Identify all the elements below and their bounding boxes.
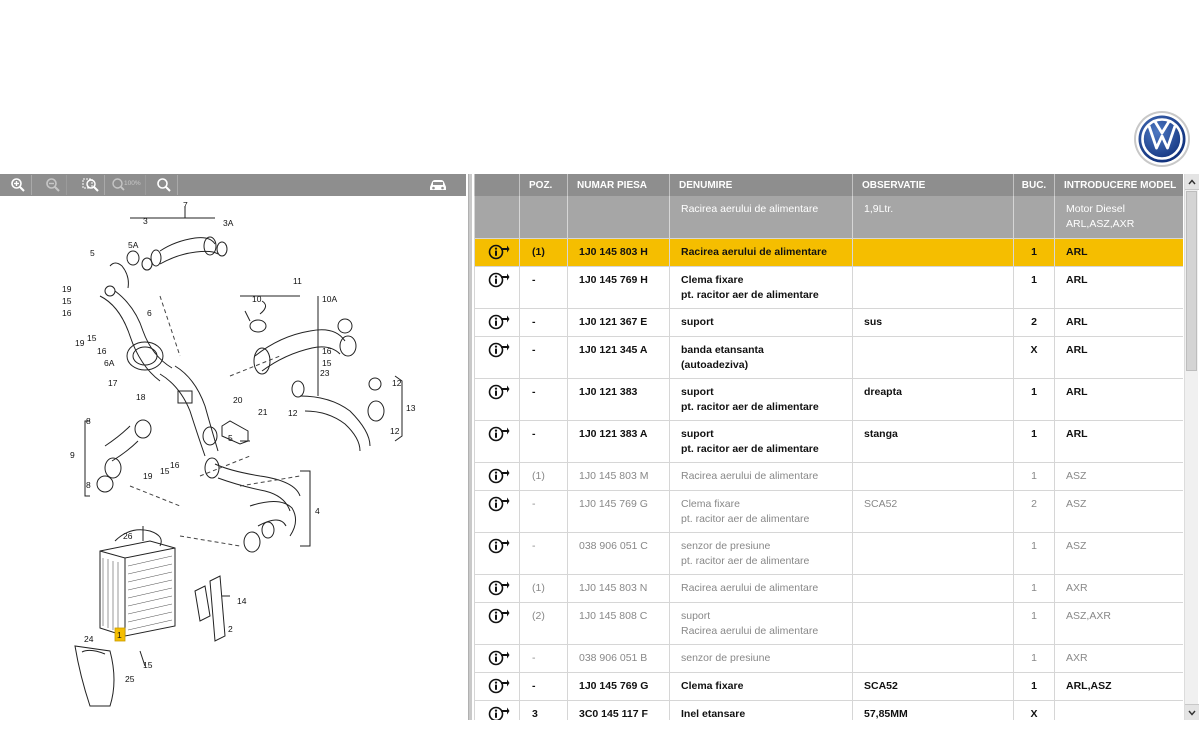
group-header-row: [475, 196, 1183, 238]
svg-text:7: 7: [183, 200, 188, 210]
zoom-out-button[interactable]: [39, 175, 67, 195]
table-row[interactable]: [475, 462, 1183, 490]
svg-text:1: 1: [117, 630, 122, 640]
cell-denumire: [670, 532, 853, 574]
svg-text:15: 15: [322, 358, 332, 368]
svg-text:19: 19: [62, 284, 72, 294]
cell-numar-piesa: 1J0 145 769 H: [568, 266, 670, 308]
cell-observatie: sus: [853, 308, 1014, 336]
cell-observatie: [853, 238, 1014, 266]
cell-denumire: [670, 462, 853, 490]
denumire-line1: Racirea aerului de alimentare: [681, 245, 827, 258]
cell-denumire: [670, 602, 853, 644]
group-denumire: Racirea aerului de alimentare: [670, 196, 853, 238]
cell-buc: 1: [1014, 266, 1055, 308]
cell-introducere-model: ARL: [1055, 266, 1183, 308]
info-arrow-icon: [488, 705, 510, 721]
cell-observatie: stanga: [853, 420, 1014, 462]
svg-text:5: 5: [228, 433, 233, 443]
cell-denumire: [670, 644, 853, 672]
denumire-line2: pt. racitor aer de alimentare: [681, 288, 819, 301]
svg-text:6A: 6A: [104, 358, 115, 368]
cell-numar-piesa: 3C0 145 117 F: [568, 700, 670, 720]
info-cell[interactable]: [475, 574, 520, 602]
search-button[interactable]: [150, 175, 178, 195]
cell-buc: X: [1014, 700, 1055, 720]
zoom-area-button[interactable]: [77, 175, 105, 195]
info-arrow-icon: [488, 537, 510, 555]
cell-introducere-model: ARL: [1055, 420, 1183, 462]
cell-buc: X: [1014, 336, 1055, 378]
table-row[interactable]: [475, 308, 1183, 336]
zoom-area-icon: [82, 177, 100, 193]
zoom-100-button[interactable]: [110, 175, 146, 195]
cell-poz: -: [520, 672, 568, 700]
cell-numar-piesa: 1J0 145 803 N: [568, 574, 670, 602]
info-arrow-icon: [488, 677, 510, 695]
cell-introducere-model: ASZ: [1055, 490, 1183, 532]
col-header-numar-piesa[interactable]: NUMAR PIESA: [568, 174, 670, 196]
cell-buc: 1: [1014, 238, 1055, 266]
info-arrow-icon: [488, 271, 510, 289]
cell-introducere-model: [1055, 700, 1183, 720]
svg-text:3A: 3A: [223, 218, 234, 228]
svg-text:8: 8: [86, 480, 91, 490]
group-intro-line1: Motor Diesel: [1066, 203, 1125, 215]
cell-numar-piesa: 038 906 051 B: [568, 644, 670, 672]
scroll-down-button[interactable]: [1185, 704, 1199, 720]
col-header-poz[interactable]: POZ.: [520, 174, 568, 196]
info-cell[interactable]: [475, 602, 520, 644]
cell-numar-piesa: 1J0 121 367 E: [568, 308, 670, 336]
info-cell[interactable]: [475, 308, 520, 336]
svg-text:20: 20: [233, 395, 243, 405]
info-cell[interactable]: [475, 644, 520, 672]
group-observatie: 1,9Ltr.: [853, 196, 1014, 238]
svg-text:10: 10: [252, 294, 262, 304]
denumire-line1: Inel etansare: [681, 707, 746, 720]
cell-poz: -: [520, 308, 568, 336]
svg-text:9: 9: [70, 450, 75, 460]
cell-numar-piesa: 1J0 121 345 A: [568, 336, 670, 378]
search-icon: [156, 177, 172, 193]
group-intro: [1055, 196, 1183, 238]
svg-text:5A: 5A: [128, 240, 139, 250]
chevron-up-icon: [1188, 179, 1196, 185]
info-arrow-icon: [488, 425, 510, 443]
zoom-out-icon: [45, 177, 61, 193]
cell-poz: (2): [520, 602, 568, 644]
svg-text:14: 14: [237, 596, 247, 606]
svg-text:11: 11: [293, 276, 302, 286]
panel-splitter[interactable]: [468, 174, 472, 720]
info-arrow-icon: [488, 649, 510, 667]
viewer-toolbar: [0, 174, 466, 196]
denumire-line1: Clema fixare: [681, 273, 744, 286]
denumire-line2: pt. racitor aer de alimentare: [681, 400, 819, 413]
cell-introducere-model: ARL: [1055, 308, 1183, 336]
denumire-line1: banda etansanta: [681, 343, 764, 356]
svg-text:8: 8: [86, 416, 91, 426]
cell-poz: (1): [520, 574, 568, 602]
scroll-thumb[interactable]: [1186, 191, 1197, 371]
denumire-line1: suport: [681, 315, 714, 328]
info-cell[interactable]: [475, 700, 520, 720]
cell-poz: -: [520, 490, 568, 532]
car-icon: [428, 178, 448, 192]
cell-buc: 1: [1014, 644, 1055, 672]
cell-introducere-model: ARL: [1055, 336, 1183, 378]
cell-observatie: SCA52: [853, 490, 1014, 532]
cell-buc: 1: [1014, 378, 1055, 420]
info-cell[interactable]: [475, 266, 520, 308]
cell-denumire: [670, 490, 853, 532]
col-header-icon: [475, 174, 520, 196]
cell-buc: 1: [1014, 602, 1055, 644]
cell-poz: -: [520, 336, 568, 378]
cell-buc: 1: [1014, 462, 1055, 490]
table-row[interactable]: [475, 602, 1183, 644]
svg-text:18: 18: [136, 392, 146, 402]
cell-denumire: [670, 308, 853, 336]
info-cell[interactable]: [475, 238, 520, 266]
svg-text:12: 12: [392, 378, 402, 388]
cell-numar-piesa: 1J0 145 808 C: [568, 602, 670, 644]
svg-text:25: 25: [125, 674, 135, 684]
svg-text:16: 16: [97, 346, 107, 356]
cell-poz: -: [520, 266, 568, 308]
cell-numar-piesa: 1J0 145 769 G: [568, 672, 670, 700]
denumire-line1: senzor de presiune: [681, 651, 771, 664]
cell-denumire: [670, 672, 853, 700]
table-scrollbar[interactable]: [1184, 174, 1198, 720]
cell-poz: -: [520, 420, 568, 462]
col-header-observatie[interactable]: OBSERVATIE: [853, 174, 1014, 196]
denumire-line2: pt. racitor aer de alimentare: [681, 554, 810, 567]
info-cell[interactable]: [475, 672, 520, 700]
col-header-introducere-model[interactable]: INTRODUCERE MODEL: [1055, 174, 1183, 196]
svg-text:10A: 10A: [322, 294, 338, 304]
svg-text:21: 21: [258, 407, 268, 417]
denumire-line2: pt. racitor aer de alimentare: [681, 442, 819, 455]
cell-introducere-model: AXR: [1055, 644, 1183, 672]
info-cell[interactable]: [475, 490, 520, 532]
info-arrow-icon: [488, 607, 510, 625]
cell-introducere-model: ARL: [1055, 378, 1183, 420]
cell-denumire: [670, 238, 853, 266]
svg-text:5: 5: [90, 248, 95, 258]
info-cell[interactable]: [475, 336, 520, 378]
svg-text:13: 13: [406, 403, 416, 413]
cell-introducere-model: AXR: [1055, 574, 1183, 602]
cell-introducere-model: ASZ: [1055, 532, 1183, 574]
cell-denumire: [670, 266, 853, 308]
info-arrow-icon: [488, 383, 510, 401]
table-row[interactable]: [475, 644, 1183, 672]
table-row[interactable]: [475, 420, 1183, 462]
scroll-up-button[interactable]: [1185, 174, 1199, 190]
cell-introducere-model: ASZ,AXR: [1055, 602, 1183, 644]
denumire-line2: Racirea aerului de alimentare: [681, 624, 819, 637]
cell-buc: 2: [1014, 308, 1055, 336]
info-cell[interactable]: [475, 462, 520, 490]
cell-poz: -: [520, 378, 568, 420]
table-body: [475, 196, 1183, 720]
diagram-panel: [0, 174, 469, 720]
info-cell[interactable]: [475, 532, 520, 574]
cell-observatie: dreapta: [853, 378, 1014, 420]
parts-drawing: [0, 196, 466, 720]
cell-buc: 1: [1014, 532, 1055, 574]
cell-buc: 1: [1014, 420, 1055, 462]
table-row[interactable]: [475, 238, 1183, 266]
cell-poz: -: [520, 532, 568, 574]
denumire-line1: senzor de presiune: [681, 539, 771, 552]
col-header-denumire[interactable]: DENUMIRE: [670, 174, 853, 196]
zoom-in-icon: [10, 177, 26, 193]
svg-text:2: 2: [228, 624, 233, 634]
svg-text:16: 16: [170, 460, 180, 470]
cell-denumire: [670, 336, 853, 378]
cell-introducere-model: ASZ: [1055, 462, 1183, 490]
svg-text:4: 4: [315, 506, 320, 516]
cell-observatie: [853, 462, 1014, 490]
cell-observatie: [853, 602, 1014, 644]
cell-poz: (1): [520, 462, 568, 490]
svg-text:12: 12: [288, 408, 298, 418]
denumire-line1: Racirea aerului de alimentare: [681, 469, 819, 482]
denumire-line2: pt. racitor aer de alimentare: [681, 512, 810, 525]
table-row[interactable]: [475, 336, 1183, 378]
svg-text:19: 19: [75, 338, 85, 348]
cell-numar-piesa: 1J0 145 769 G: [568, 490, 670, 532]
svg-text:26: 26: [123, 531, 133, 541]
col-header-buc[interactable]: BUC.: [1014, 174, 1055, 196]
cell-numar-piesa: 1J0 121 383 A: [568, 420, 670, 462]
svg-text:17: 17: [108, 378, 118, 388]
info-arrow-icon: [488, 313, 510, 331]
cell-buc: 1: [1014, 574, 1055, 602]
info-cell[interactable]: [475, 420, 520, 462]
parts-table-panel: [474, 174, 1184, 720]
cell-poz: (1): [520, 238, 568, 266]
group-intro-line2: ARL,ASZ,AXR: [1066, 218, 1135, 230]
exploded-parts-diagram[interactable]: [0, 196, 466, 720]
info-arrow-icon: [488, 579, 510, 597]
cell-introducere-model: ARL: [1055, 238, 1183, 266]
cell-denumire: [670, 378, 853, 420]
cell-observatie: 57,85MM: [853, 700, 1014, 720]
denumire-line1: Clema fixare: [681, 497, 740, 510]
table-row[interactable]: [475, 532, 1183, 574]
vw-logo-icon: [1133, 110, 1191, 168]
cell-observatie: [853, 532, 1014, 574]
info-cell[interactable]: [475, 378, 520, 420]
svg-text:15: 15: [143, 660, 153, 670]
denumire-line1: Racirea aerului de alimentare: [681, 581, 819, 594]
table-row[interactable]: [475, 700, 1183, 720]
table-row[interactable]: [475, 266, 1183, 308]
info-arrow-icon: [488, 467, 510, 485]
svg-text:6: 6: [147, 308, 152, 318]
cell-poz: 3: [520, 700, 568, 720]
cell-denumire: [670, 420, 853, 462]
svg-text:24: 24: [84, 634, 94, 644]
cell-poz: -: [520, 644, 568, 672]
svg-text:15: 15: [160, 466, 170, 476]
svg-text:3: 3: [143, 216, 148, 226]
info-arrow-icon: [488, 341, 510, 359]
cell-observatie: [853, 644, 1014, 672]
cell-observatie: [853, 336, 1014, 378]
cell-observatie: [853, 266, 1014, 308]
denumire-line1: Clema fixare: [681, 679, 744, 692]
cell-denumire: [670, 574, 853, 602]
cell-introducere-model: ARL,ASZ: [1055, 672, 1183, 700]
cell-denumire: [670, 700, 853, 720]
chevron-down-icon: [1188, 710, 1196, 716]
denumire-line2: (autoadeziva): [681, 358, 749, 371]
info-arrow-icon: [488, 243, 510, 261]
cell-buc: 1: [1014, 672, 1055, 700]
zoom-100-label: 100%: [123, 180, 141, 187]
vehicle-button[interactable]: [424, 175, 452, 195]
table-header-row: [475, 174, 1183, 196]
denumire-line1: suport: [681, 609, 711, 622]
denumire-line1: suport: [681, 385, 714, 398]
cell-observatie: SCA52: [853, 672, 1014, 700]
cell-numar-piesa: 1J0 121 383: [568, 378, 670, 420]
cell-observatie: [853, 574, 1014, 602]
table-row[interactable]: [475, 574, 1183, 602]
zoom-100-icon: [111, 177, 145, 193]
svg-text:15: 15: [62, 296, 72, 306]
table-row[interactable]: [475, 378, 1183, 420]
svg-text:16: 16: [62, 308, 72, 318]
svg-text:19: 19: [143, 471, 153, 481]
zoom-in-button[interactable]: [4, 175, 32, 195]
cell-numar-piesa: 1J0 145 803 M: [568, 462, 670, 490]
parts-table: [474, 174, 1183, 720]
denumire-line1: suport: [681, 427, 714, 440]
svg-text:16: 16: [322, 346, 332, 356]
svg-text:15: 15: [87, 333, 97, 343]
cell-numar-piesa: 1J0 145 803 H: [568, 238, 670, 266]
svg-text:23: 23: [320, 368, 330, 378]
svg-text:12: 12: [390, 426, 400, 436]
cell-buc: 2: [1014, 490, 1055, 532]
cell-numar-piesa: 038 906 051 C: [568, 532, 670, 574]
table-row[interactable]: [475, 490, 1183, 532]
table-row[interactable]: [475, 672, 1183, 700]
info-arrow-icon: [488, 495, 510, 513]
